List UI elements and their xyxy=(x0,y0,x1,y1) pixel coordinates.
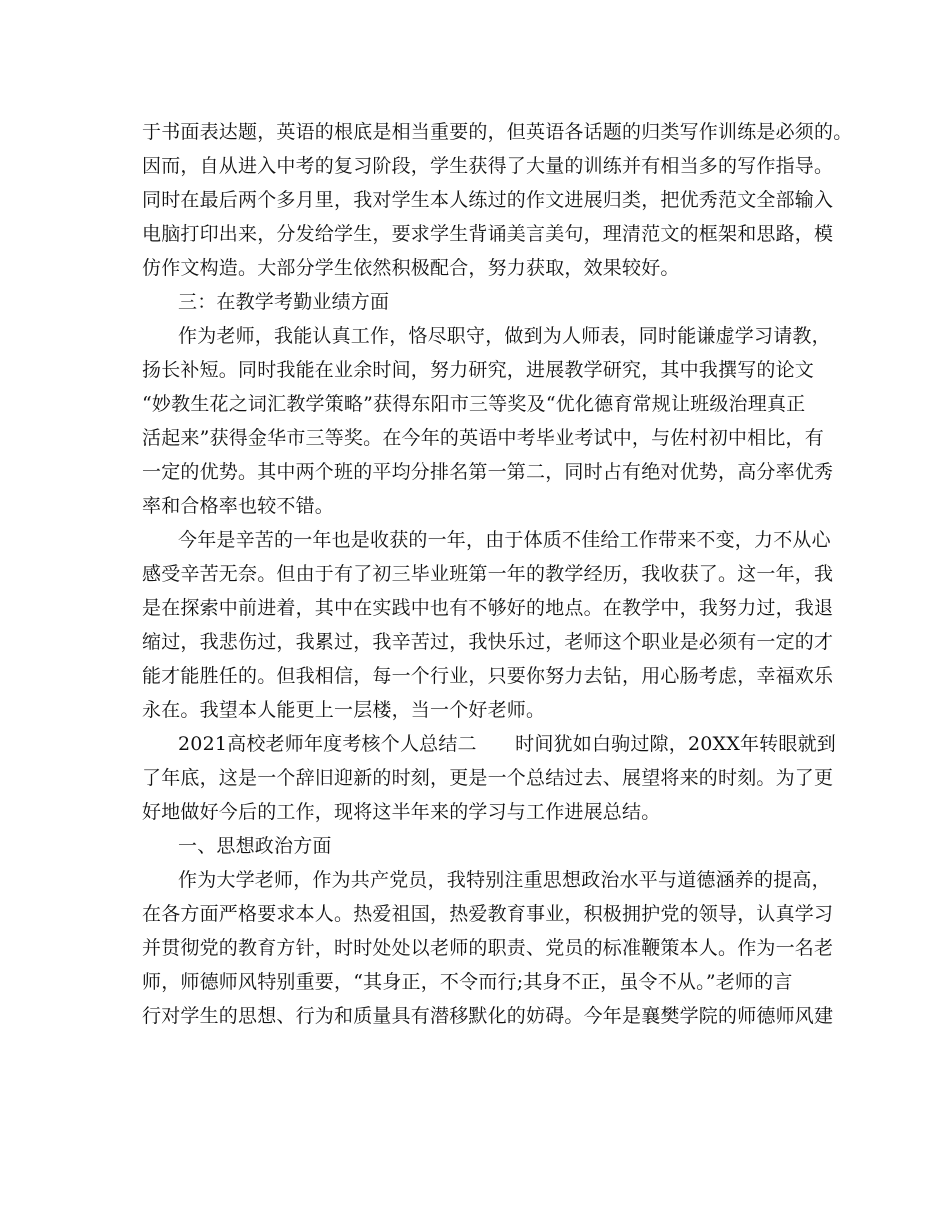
text-line: 同时在最后两个多月里，我对学生本人练过的作文进展归类，把优秀范文全部输入 xyxy=(142,189,834,211)
text-line: 缩过，我悲伤过，我累过，我辛苦过，我快乐过，老师这个职业是必须有一定的才 xyxy=(142,631,834,653)
text-line: 能才能胜任的。但我相信，每一个行业，只要你努力去钻，用心肠考虑，幸福欢乐 xyxy=(142,665,834,687)
text-line: 行对学生的思想、行为和质量具有潜移默化的妨碍。今年是襄樊学院的师德师风建 xyxy=(142,1005,834,1027)
text-line: 师，师德师风特别重要，“其身正，不令而行;其身不正，虽令不从。”老师的言 xyxy=(142,971,793,993)
text-line: 永在。我望本人能更上一层楼，当一个好老师。 xyxy=(142,699,546,721)
text-line: 是在探索中前进着，其中在实践中也有不够好的地点。在教学中，我努力过，我退 xyxy=(142,597,834,619)
text-line: 于书面表达题，英语的根底是相当重要的，但英语各话题的归类写作训练是必须的。 xyxy=(142,121,853,143)
text-line: 感受辛苦无奈。但由于有了初三毕业班第一年的教学经历，我收获了。这一年，我 xyxy=(142,563,834,585)
text-line: 好地做好今后的工作，现将这半年来的学习与工作进展总结。 xyxy=(142,801,661,823)
text-line: 扬长补短。同时我能在业余时间，努力研究，进展教学研究，其中我撰写的论文 xyxy=(142,359,815,381)
text-line: 电脑打印出来，分发给学生，要求学生背诵美言美句，理清范文的框架和思路，模 xyxy=(142,223,834,245)
section-title-line: 2021高校老师年度考核个人总结二 时间犹如白驹过隙，20XX年转眼就到 xyxy=(178,733,836,755)
text-line: 作为大学老师，作为共产党员，我特别注重思想政治水平与道德涵养的提高， xyxy=(178,869,831,891)
text-line: 活起来”获得金华市三等奖。在今年的英语中考毕业考试中，与佐村初中相比，有 xyxy=(142,427,824,449)
text-line: 仿作文构造。大部分学生依然积极配合，努力获取，效果较好。 xyxy=(142,257,680,279)
text-line: “妙教生花之词汇教学策略”获得东阳市三等奖及“优化德育常规让班级治理真正 xyxy=(142,393,806,415)
text-line: 了年底，这是一个辞旧迎新的时刻，更是一个总结过去、展望将来的时刻。为了更 xyxy=(142,767,834,789)
section-heading: 三：在教学考勤业绩方面 xyxy=(178,291,390,313)
text-line: 因而，自从进入中考的复习阶段，学生获得了大量的训练并有相当多的写作指导。 xyxy=(142,155,834,177)
text-line: 率和合格率也较不错。 xyxy=(142,495,335,517)
text-line: 并贯彻党的教育方针，时时处处以老师的职责、党员的标准鞭策本人。作为一名老 xyxy=(142,937,834,959)
section-heading: 一、思想政治方面 xyxy=(178,835,332,857)
text-line: 作为老师，我能认真工作，恪尽职守，做到为人师表，同时能谦虚学习请教， xyxy=(178,325,831,347)
text-line: 一定的优势。其中两个班的平均分排名第一第二，同时占有绝对优势，高分率优秀 xyxy=(142,461,834,483)
text-line: 在各方面严格要求本人。热爱祖国，热爱教育事业，积极拥护党的领导，认真学习 xyxy=(142,903,834,925)
text-line: 今年是辛苦的一年也是收获的一年，由于体质不佳给工作带来不变，力不从心 xyxy=(178,529,831,551)
